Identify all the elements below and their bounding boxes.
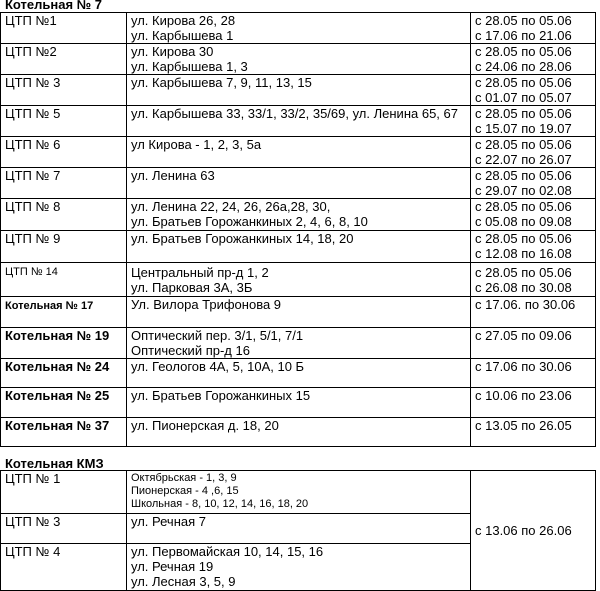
station-name: Котельная № 19 [1, 328, 127, 359]
station-name: ЦТП № 3 [1, 514, 127, 544]
station-addresses: ул. Братьев Горожанкиных 15 [127, 388, 471, 418]
station-addresses: ул. Геологов 4А, 5, 10А, 10 Б [127, 359, 471, 388]
schedule-table-kotelnaya-kmz [0, 470, 596, 591]
shared-period: с 13.06 по 26.06 [471, 471, 596, 591]
schedule-table-kotelnaya-7 [0, 12, 596, 447]
station-periods: с 17.06 по 30.06 [471, 359, 596, 388]
station-periods: с 28.05 по 05.06 с 26.08 по 30.08 [471, 263, 596, 297]
table-row [1, 106, 596, 137]
station-name: Котельная № 25 [1, 388, 127, 418]
table-row [1, 137, 596, 168]
station-addresses: ул. Речная 7 [127, 514, 471, 544]
station-periods: с 28.05 по 05.06 с 15.07 по 19.07 [471, 106, 596, 137]
station-name: ЦТП № 9 [1, 231, 127, 263]
table-row [1, 359, 596, 388]
station-name: ЦТП № 4 [1, 544, 127, 591]
station-addresses: ул. Кирова 30 ул. Карбышева 1, 3 [127, 44, 471, 75]
station-name: ЦТП № 6 [1, 137, 127, 168]
station-name: ЦТП №1 [1, 13, 127, 44]
station-name: ЦТП № 14 [1, 263, 127, 297]
station-addresses: ул. Карбышева 7, 9, 11, 13, 15 [127, 75, 471, 106]
station-addresses: ул. Первомайская 10, 14, 15, 16 ул. Речная 19 ул. Лесная 3, 5, 9 [127, 544, 471, 591]
station-periods: с 13.05 по 26.05 [471, 418, 596, 447]
station-addresses: Центральный пр-д 1, 2 ул. Парковая 3А, 3Б [127, 263, 471, 297]
table-row [1, 328, 596, 359]
table-row [1, 168, 596, 199]
section-title-kotelnaya-7: Котельная № 7 [5, 0, 103, 12]
table-row [1, 231, 596, 263]
station-addresses: ул. Ленина 22, 24, 26, 26а,28, 30, ул. Братьев Горожанкиных 2, 4, 6, 8, 10 [127, 199, 471, 231]
station-addresses: ул. Карбышева 33, 33/1, 33/2, 35/69, ул. Ленина 65, 67 [127, 106, 471, 137]
station-periods: с 27.05 по 09.06 [471, 328, 596, 359]
table-row [1, 263, 596, 297]
station-periods: с 17.06. по 30.06 [471, 297, 596, 328]
station-name: ЦТП № 7 [1, 168, 127, 199]
station-name: Котельная № 24 [1, 359, 127, 388]
table-row [1, 44, 596, 75]
table-row [1, 199, 596, 231]
table-row [1, 297, 596, 328]
station-periods: с 28.05 по 05.06 с 17.06 по 21.06 [471, 13, 596, 44]
table-row [1, 75, 596, 106]
station-addresses: Октябрьская - 1, 3, 9 Пионерская - 4 ,6, 15 Школьная - 8, 10, 12, 14, 16, 18, 20 [127, 471, 471, 514]
station-periods: с 28.05 по 05.06 с 29.07 по 02.08 [471, 168, 596, 199]
station-addresses: ул. Кирова 26, 28 ул. Карбышева 1 [127, 13, 471, 44]
station-name: Котельная № 17 [1, 297, 127, 328]
station-periods: с 10.06 по 23.06 [471, 388, 596, 418]
station-addresses: ул Кирова - 1, 2, 3, 5а [127, 137, 471, 168]
station-addresses: Ул. Вилора Трифонова 9 [127, 297, 471, 328]
station-name: Котельная № 37 [1, 418, 127, 447]
table-row [1, 418, 596, 447]
station-periods: с 28.05 по 05.06 с 22.07 по 26.07 [471, 137, 596, 168]
section-title-kotelnaya-kmz: Котельная КМЗ [5, 456, 104, 471]
station-addresses: Оптический пер. 3/1, 5/1, 7/1 Оптический пр-д 16 [127, 328, 471, 359]
station-periods: с 28.05 по 05.06 с 01.07 по 05.07 [471, 75, 596, 106]
station-periods: с 28.05 по 05.06 с 12.08 по 16.08 [471, 231, 596, 263]
station-periods: с 28.05 по 05.06 с 05.08 по 09.08 [471, 199, 596, 231]
table-row [1, 388, 596, 418]
table-row [1, 471, 596, 514]
station-name: ЦТП № 1 [1, 471, 127, 514]
station-addresses: ул. Пионерская д. 18, 20 [127, 418, 471, 447]
table-row [1, 13, 596, 44]
station-name: ЦТП № 8 [1, 199, 127, 231]
station-addresses: ул. Ленина 63 [127, 168, 471, 199]
station-name: ЦТП № 5 [1, 106, 127, 137]
station-name: ЦТП №2 [1, 44, 127, 75]
station-periods: с 28.05 по 05.06 с 24.06 по 28.06 [471, 44, 596, 75]
station-addresses: ул. Братьев Горожанкиных 14, 18, 20 [127, 231, 471, 263]
station-name: ЦТП № 3 [1, 75, 127, 106]
